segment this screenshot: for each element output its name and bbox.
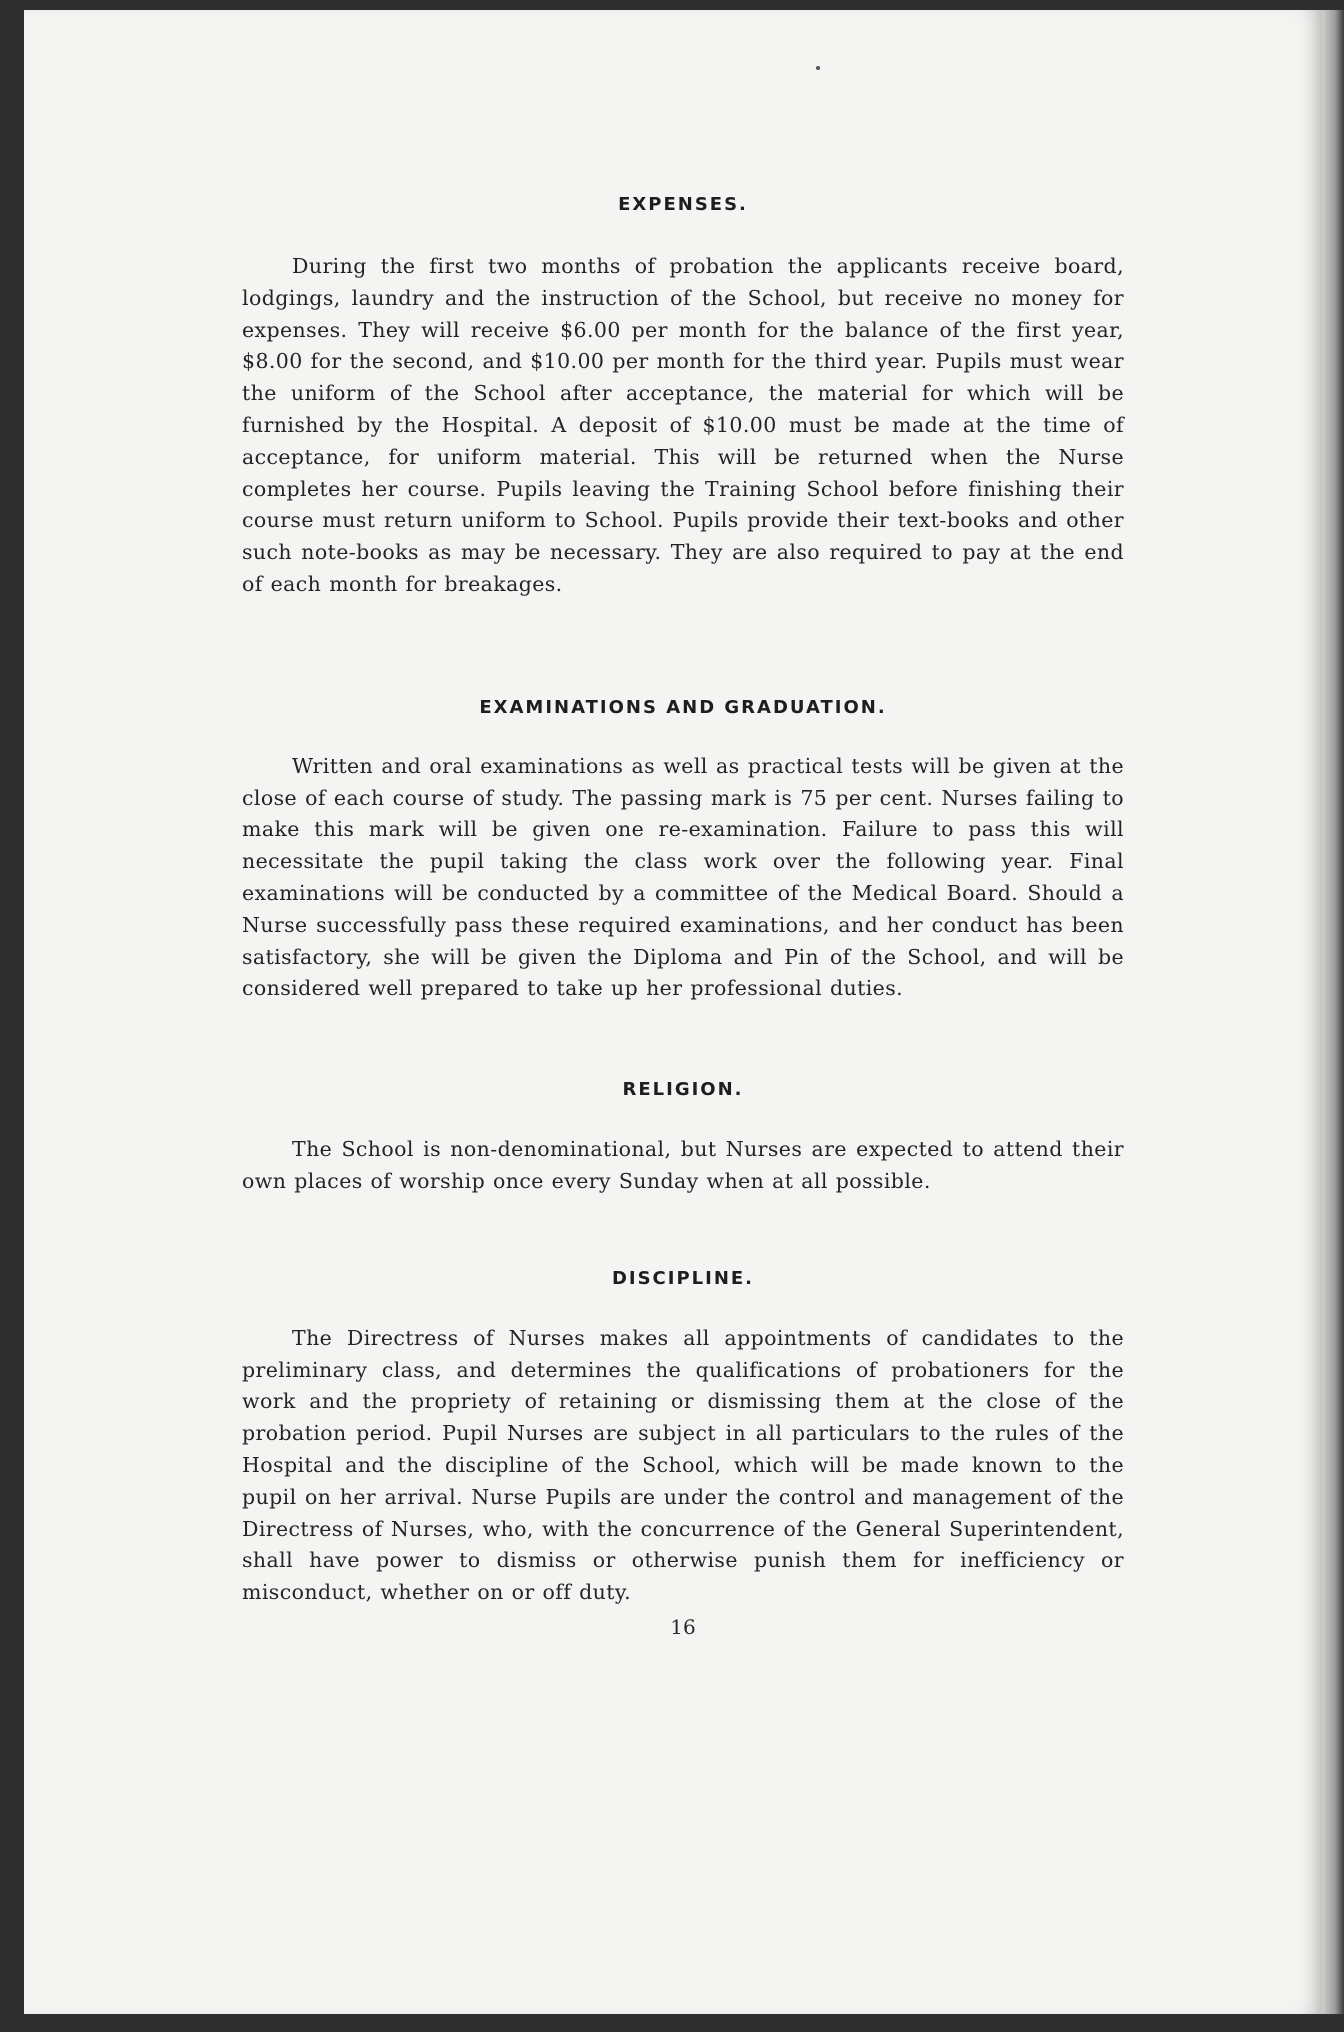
section-heading-examinations: EXAMINATIONS AND GRADUATION.: [479, 696, 887, 718]
section-text-expenses: During the first two months of probation the applicants receive board, lodgings, laundry and the instruction of the School, but receive no money for expenses. They will receive $6.00 per month for the balance of the first year, $8.00 for the second, and $10.00 per month for the third year. Pupils must wear the uniform of the School after acceptance, the material for which will be furnished by the Hospital. A deposit of $10.00 must be made at the time of acceptance, for uniform material. This will be returned when the Nurse completes her course. Pupils leaving the Training School before finishing their course must return uniform to School. Pupils provide their text-books and other such note-books as may be necessary. They are also required to pay at the end of each month for breakages.: [242, 254, 1124, 596]
section-text-religion: The School is non-denominational, but Nurses are expected to attend their own places of worship once every Sunday when at all possible.: [242, 1137, 1124, 1193]
section-heading-expenses: EXPENSES.: [618, 194, 748, 215]
page-content: [242, 186, 1124, 1639]
print-speck: [816, 66, 820, 70]
section-text-discipline: The Directress of Nurses makes all appointments of candidates to the preliminary class, and determines the qualifications of probationers for the work and the propriety of retaining or dismissing them at the close of the probation period. Pupil Nurses are subject in all particulars to the rules of the Hospital and the discipline of the School, which will be made known to the pupil on her arrival. Nurse Pupils are under the control and management of the Directress of Nurses, who, with the concurrence of the General Superintendent, shall have power to dismiss or otherwise punish them for inefficiency or misconduct, whether on or off duty.: [242, 1325, 1124, 1605]
section-text-examinations: Written and oral examinations as well as practical tests will be given at the close of each course of study. The passing mark is 75 per cent. Nurses failing to make this mark will be given one re-examination. Failure to pass this will necessitate the pupil taking the class work over the following year. Final examinations will be conducted by a committee of the Medical Board. Should a Nurse successfully pass these required examinations, and her conduct has been satisfactory, she will be given the Diploma and Pin of the School, and will be considered well prepared to take up her professional duties.: [242, 753, 1124, 1001]
page-edge-shadow: [1322, 10, 1344, 2014]
section-heading-religion: RELIGION.: [622, 1079, 744, 1101]
section-heading-discipline: DISCIPLINE.: [611, 1267, 755, 1289]
page-number: 16: [670, 1614, 696, 1639]
